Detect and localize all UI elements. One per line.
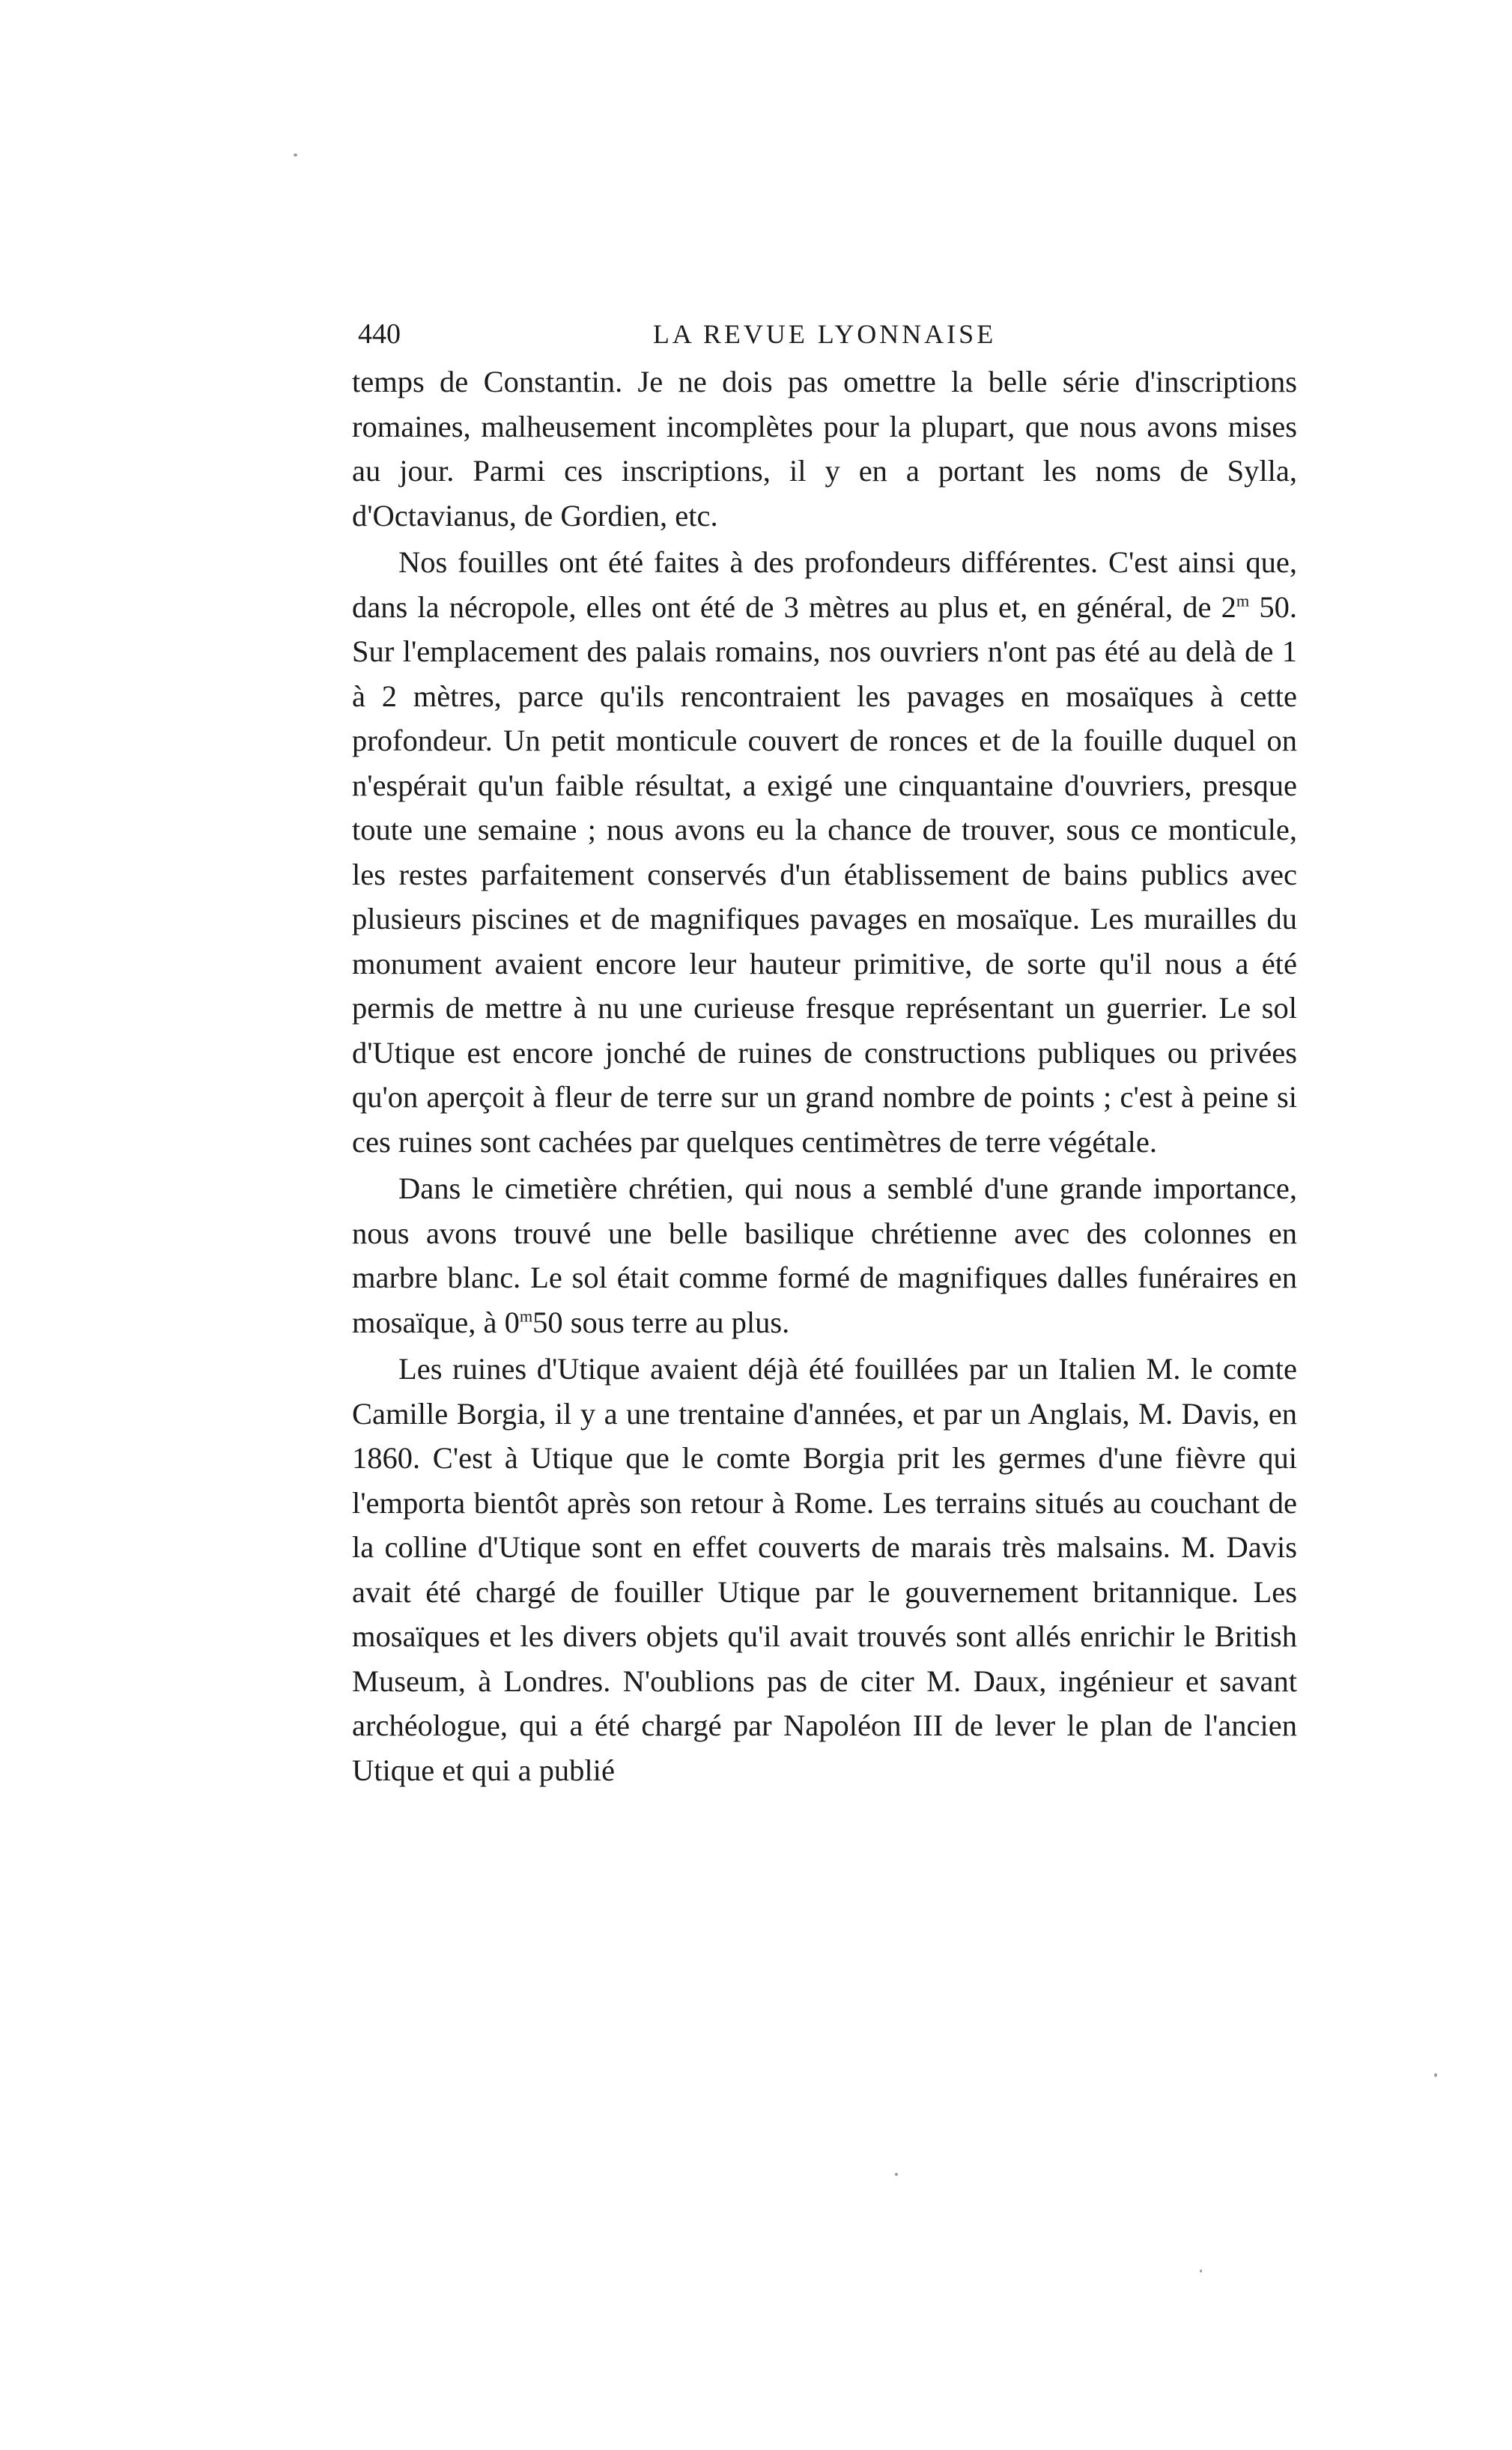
paragraph-previous-excavations <box>352 1347 1297 1792</box>
journal-title: LA REVUE LYONNAISE <box>652 319 997 349</box>
paragraph-excavation-depths <box>352 540 1297 1164</box>
paragraph-text: Dans le cimetière chrétien, qui nous a semblé d'une grande importance, nous avons trouvé une belle basilique chrétienne avec des colonnes en marbre blanc. Le sol était comme formé de magnifiques dalles funéraires en mosaïque, à 0 <box>352 1171 1297 1339</box>
page-number: 440 <box>358 318 401 350</box>
paragraph-text-continued: 50 sous terre au plus. <box>532 1305 790 1339</box>
running-head <box>352 313 1297 355</box>
paragraph-text: Les ruines d'Utique avaient déjà été fouillées par un Italien M. le comte Camille Borgia, il y a une trentaine d'années, et par un Anglais, M. Davis, en 1860. C'est à Utique que le comte Borgia prit les germes d'une fièvre qui l'emporta bientôt après son retour à Rome. Les terrains situés au couchant de la colline d'Utique sont en effet couverts de marais très malsains. M. Davis avait été chargé de fouiller Utique par le gouvernement britannique. Les mosaïques et les divers objets qu'il avait trouvés sont allés enrichir le British Museum, à Londres. N'oublions pas de citer M. Daux, ingénieur et savant archéologue, qui a été chargé par Napoléon III de lever le plan de l'ancien Utique et qui a publié <box>352 1352 1297 1787</box>
paper-speck <box>1434 2073 1437 2077</box>
metre-superscript: m <box>519 1306 533 1325</box>
body-text <box>352 360 1297 1792</box>
paper-speck <box>895 2173 898 2176</box>
paragraph-text: temps de Constantin. Je ne dois pas omettre la belle série d'inscriptions romaines, malheusement incomplètes pour la plupart, que nous avons mises au jour. Parmi ces inscriptions, il y en a portant les noms de Sylla, d'Octavianus, de Gordien, etc. <box>352 365 1297 533</box>
paragraph-inscriptions <box>352 360 1297 538</box>
paper-speck <box>1200 2269 1202 2272</box>
paper-speck <box>294 154 297 157</box>
paragraph-christian-cemetery <box>352 1166 1297 1344</box>
paragraph-text-continued: 50. Sur l'emplacement des palais romains, nos ouvriers n'ont pas été au delà de 1 à 2 mètres, parce qu'ils rencontraient les pavages en mosaïques à cette profondeur. Un petit monticule couvert de ronces et de la fouille duquel on n'espérait qu'un faible résultat, a exigé une cinquantaine d'ouvriers, presque toute une semaine ; nous avons eu la chance de trouver, sous ce monticule, les restes parfaitement conservés d'un établissement de bains publics avec plusieurs piscines et de magnifiques pavages en mosaïque. Les murailles du monument avaient encore leur hauteur primitive, de sorte qu'il nous a été permis de mettre à nu une curieuse fresque représentant un guerrier. Le sol d'Utique est encore jonché de ruines de constructions publiques ou privées qu'on aperçoit à fleur de terre sur un grand nombre de points ; c'est à peine si ces ruines sont cachées par quelques centimètres de terre végétale. <box>352 589 1298 1159</box>
paragraph-text: Nos fouilles ont été faites à des profondeurs différentes. C'est ainsi que, dans la nécropole, elles ont été de 3 mètres au plus et, en général, de 2 <box>352 545 1297 624</box>
metre-superscript: m <box>1236 591 1250 610</box>
